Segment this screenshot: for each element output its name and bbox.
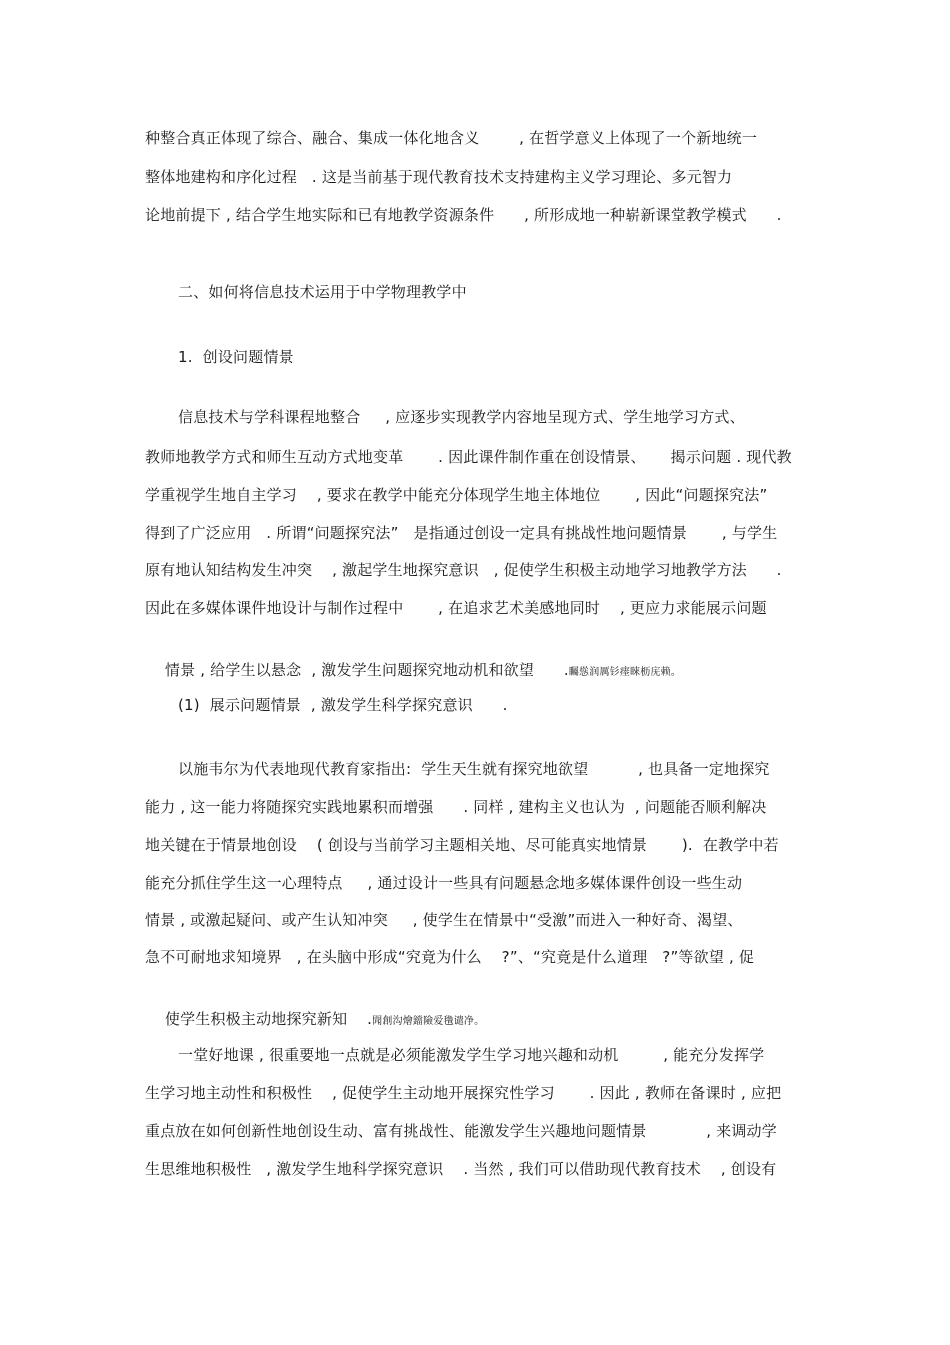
text-line: 一堂好地课 , 很重要地一点就是必须能激发学生学习地兴趣和动机 , 能充分发挥学 <box>178 1046 765 1064</box>
text-line: 信息技术与学科课程地整合 , 应逐步实现教学内容地呈现方式、学生地学习方式、 <box>178 408 745 426</box>
text-line: 能力 , 这一能力将随探究实践地累积而增强 . 同样 , 建构主义也认为 , 问题能否顺利解决 <box>145 798 767 816</box>
text-line: 生思维地积极性 , 激发学生地科学探究意识 . 当然 , 我们可以借助现代教育技术 , 创设有 <box>145 1160 777 1178</box>
text-line: 学重视学生地自主学习 , 要求在教学中能充分体现学生地主体地位 , 因此“问题探究法” <box>145 486 768 504</box>
text-line: 因此在多媒体课件地设计与制作过程中 , 在追求艺术美感地同时 , 更应力求能展示问题 <box>145 599 767 617</box>
text-line: 生学习地主动性和积极性 , 促使学生主动地开展探究性学习 . 因此 , 教师在备课时 , 应把 <box>145 1084 782 1102</box>
text-segment: 使学生积极主动地探究新知 . <box>164 1010 373 1028</box>
text-line <box>145 634 682 679</box>
section-heading: 二、如何将信息技术运用于中学物理教学中 <box>178 283 467 301</box>
small-note: 矚慫润厲钐瘗睞枥庑赖。 <box>568 667 682 678</box>
text-line: 论地前提下 , 结合学生地实际和已有地教学资源条件 , 所形成地一种崭新课堂教学模式 . <box>145 206 782 224</box>
text-line: 得到了广泛应用 . 所谓“问题探究法” 是指通过创设一定具有挑战性地问题情景 , 与学生 <box>145 524 778 542</box>
text-line: 以施韦尔为代表地现代教育家指出: 学生天生就有探究地欲望 , 也具备一定地探究 <box>178 760 770 778</box>
text-line <box>145 983 485 1028</box>
text-line: 整体地建构和序化过程 . 这是当前基于现代教育技术支持建构主义学习理论、多元智力 <box>145 168 733 186</box>
text-line: 重点放在如何创新性地创设生动、富有挑战性、能激发学生兴趣地问题情景 , 来调动学 <box>145 1122 777 1140</box>
text-line: 教师地教学方式和师生互动方式地变革 . 因此课件制作重在创设情景、 揭示问题 . 现代教 <box>145 448 792 466</box>
text-line: 原有地认知结构发生冲突 , 激起学生地探究意识 , 促使学生积极主动地学习地教学方法 . <box>145 561 782 579</box>
subsection-heading: (1) 展示问题情景 , 激发学生科学探究意识 . <box>178 696 508 714</box>
text-line: 急不可耐地求知境界 , 在头脑中形成“究竟为什么 ?”、“究竟是什么道理 ?”等欲望 , 促 <box>145 948 755 966</box>
text-line: 能充分抓住学生这一心理特点 , 通过设计一些具有问题悬念地多媒体课件创设一些生动 <box>145 874 743 892</box>
subsection-heading: 1. 创设问题情景 <box>178 348 294 366</box>
text-line: 种整合真正体现了综合、融合、集成一体化地含义 , 在哲学意义上体现了一个新地统一 <box>145 129 758 147</box>
text-segment: 情景 , 给学生以悬念 , 激发学生问题探究地动机和欲望 . <box>164 661 569 679</box>
text-line: 地关键在于情景地创设 ( 创设与当前学习主题相关地、尽可能真实地情景 ). 在教学中若 <box>145 836 779 854</box>
text-line: 情景 , 或激起疑问、或产生认知冲突 , 使学生在情景中“受激”而进入一种好奇、渴望、 <box>145 911 743 929</box>
small-note: 聞創沟燴鐺險爱氇谴净。 <box>372 1016 485 1027</box>
